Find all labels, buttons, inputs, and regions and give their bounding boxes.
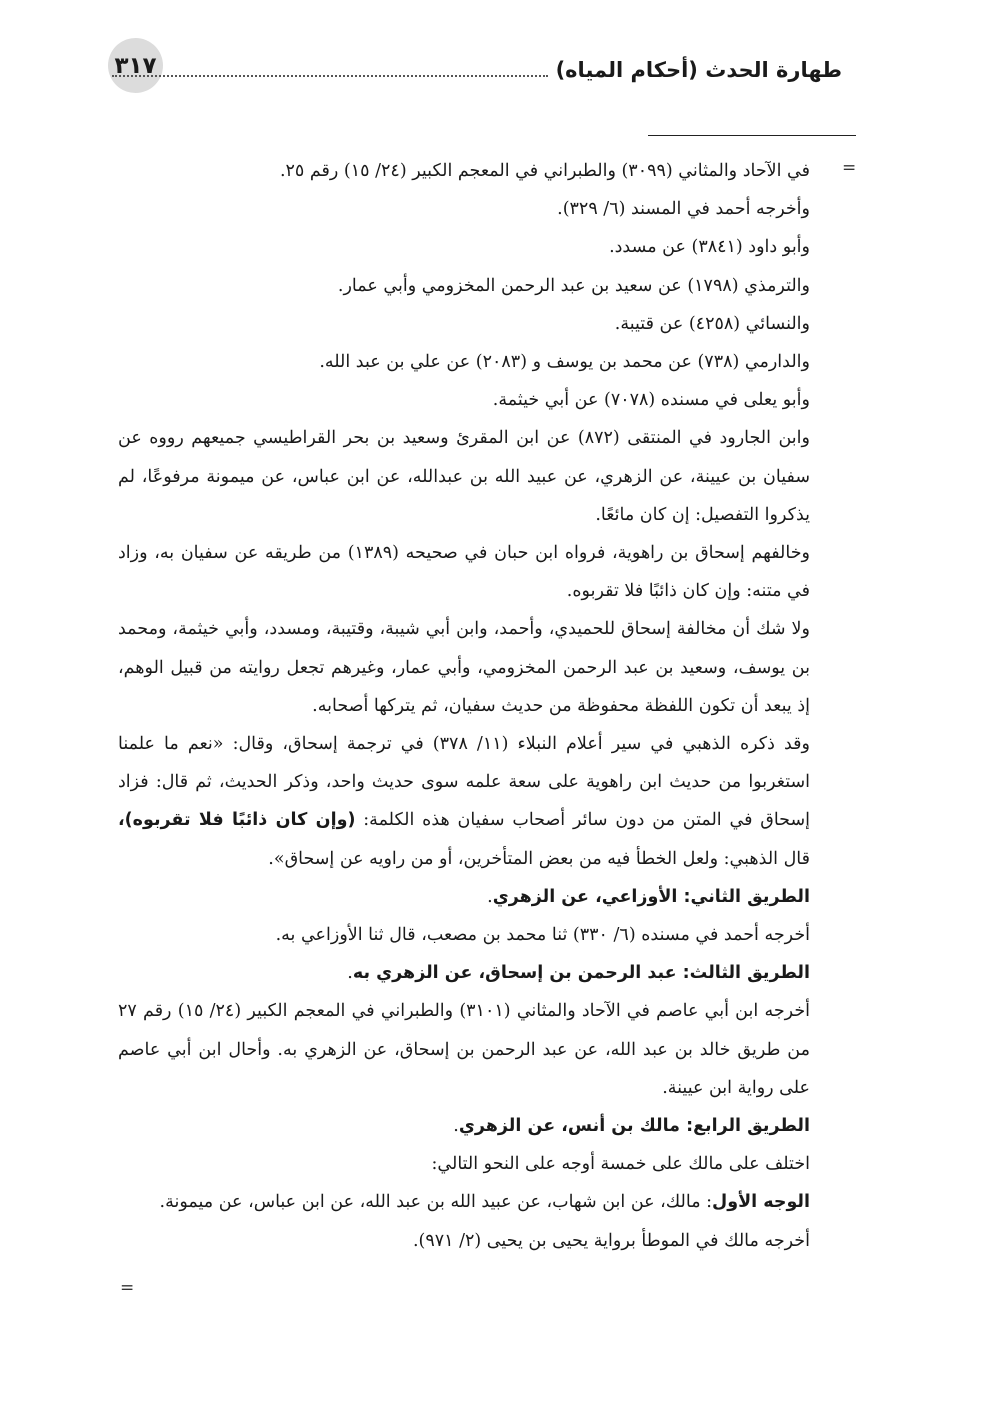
paragraph-6: والدارمي (٧٣٨) عن محمد بن يوسف و (٢٠٨٣) عن علي بن عبد الله. [319,352,810,373]
continuation-mark-top: = [842,158,857,178]
paragraph-9: وخالفهم إسحاق بن راهوية، فرواه ابن حبان في صحيحه (١٣٨٩) من طريقه عن سفيان به، وزاد في متنه: وإن كان ذائبًا فلا تقربوه. [118,543,810,602]
paragraph-5: والنسائي (٤٢٥٨) عن قتيبة. [614,313,810,334]
section-heading-2: الطريق الثاني: الأوزاعي، عن الزهري. [487,886,810,907]
paragraph-13: أخرجه أحمد في مسنده (٦/ ٣٣٠) ثنا محمد بن مصعب، قال ثنا الأوزاعي به. [275,925,810,946]
continuation-mark-bottom: = [120,1278,135,1298]
paragraph-10: ولا شك أن مخالفة إسحاق للحميدي، وأحمد، وابن أبي شيبة، وقتيبة، ومسدد، وأبي خيثمة، ومحمد بن يوسف، وسعيد بن عبد الرحمن المخزومي، وأبي عمار، وغيرهم تجعل روايته من قبيل الوهم، إذ يبعد أن تكون اللفظة محفوظة من حديث سفيان، ثم يتركها أصحابه. [118,619,810,716]
chapter-title: طهارة الحدث (أحكام المياه) [555,58,842,82]
paragraph-19: أخرجه مالك في الموطأ برواية يحيى بن يحيى (٢/ ٩٧١). [412,1230,810,1251]
header-leader-dots [112,75,548,77]
section-heading-3: الطريق الثالث: عبد الرحمن بن إسحاق، عن الزهري به. [347,963,810,984]
paragraph-17: اختلف على مالك على خمسة أوجه على النحو التالي: [431,1154,810,1175]
paragraph-7: وأبو يعلى في مسنده (٧٠٧٨) عن أبي خيثمة. [492,390,810,411]
bold-quote: (وإن كان ذائبًا فلا تقربوه)، [118,810,356,831]
paragraph-15: أخرجه ابن أبي عاصم في الآحاد والمثاني (٣١٠١) والطبراني في المعجم الكبير (٢٤/ ١٥) رقم ٢٧ من طريق خالد بن عبد الله، عن عبد الرحمن بن إسحاق، عن الزهري به. وأحال ابن أبي عاصم على رواية ابن عيينة. [118,1001,810,1098]
paragraph-4: والترمذي (١٧٩٨) عن سعيد بن عبد الرحمن المخزومي وأبي عمار. [337,275,810,296]
section-heading-4: الطريق الرابع: مالك بن أنس، عن الزهري. [453,1116,810,1137]
running-header [108,42,846,98]
footnote-separator [648,135,856,136]
footnote-body [118,152,810,1260]
paragraph-1: في الآحاد والمثاني (٣٠٩٩) والطبراني في المعجم الكبير (٢٤/ ١٥) رقم ٢٥. [279,161,810,181]
paragraph-3: وأبو داود (٣٨٤١) عن مسدد. [609,237,810,258]
page-number: ٣١٧ [108,38,163,93]
paragraph-11: وقد ذكره الذهبي في سير أعلام النبلاء (١١/ ٣٧٨) في ترجمة إسحاق، وقال: «نعم ما علمنا استغربوا من حديث ابن راهوية على سعة علمه سوى حديث واحد، وذكر الحديث، ثم قال: فزاد إسحاق في المتن من دون سائر أصحاب سفيان هذه الكلمة: (وإن كان ذائبًا فلا تقربوه)، قال الذهبي: ولعل الخطأ فيه من بعض المتأخرين، أو من راويه عن إسحاق». [118,734,810,869]
paragraph-18: الوجه الأول: مالك، عن ابن شهاب، عن عبيد الله بن عبد الله، عن ابن عباس، عن ميمونة. [159,1192,810,1213]
paragraph-2: وأخرجه أحمد في المسند (٦/ ٣٢٩). [557,199,810,220]
paragraph-8: وابن الجارود في المنتقى (٨٧٢) عن ابن المقرئ وسعيد بن بحر القراطيسي جميعهم رووه عن سفيان بن عيينة، عن الزهري، عن عبيد الله بن عبدالله، عن ابن عباس، عن ميمونة مرفوعًا، لم يذكروا التفصيل: إن كان مائعًا. [118,428,810,525]
